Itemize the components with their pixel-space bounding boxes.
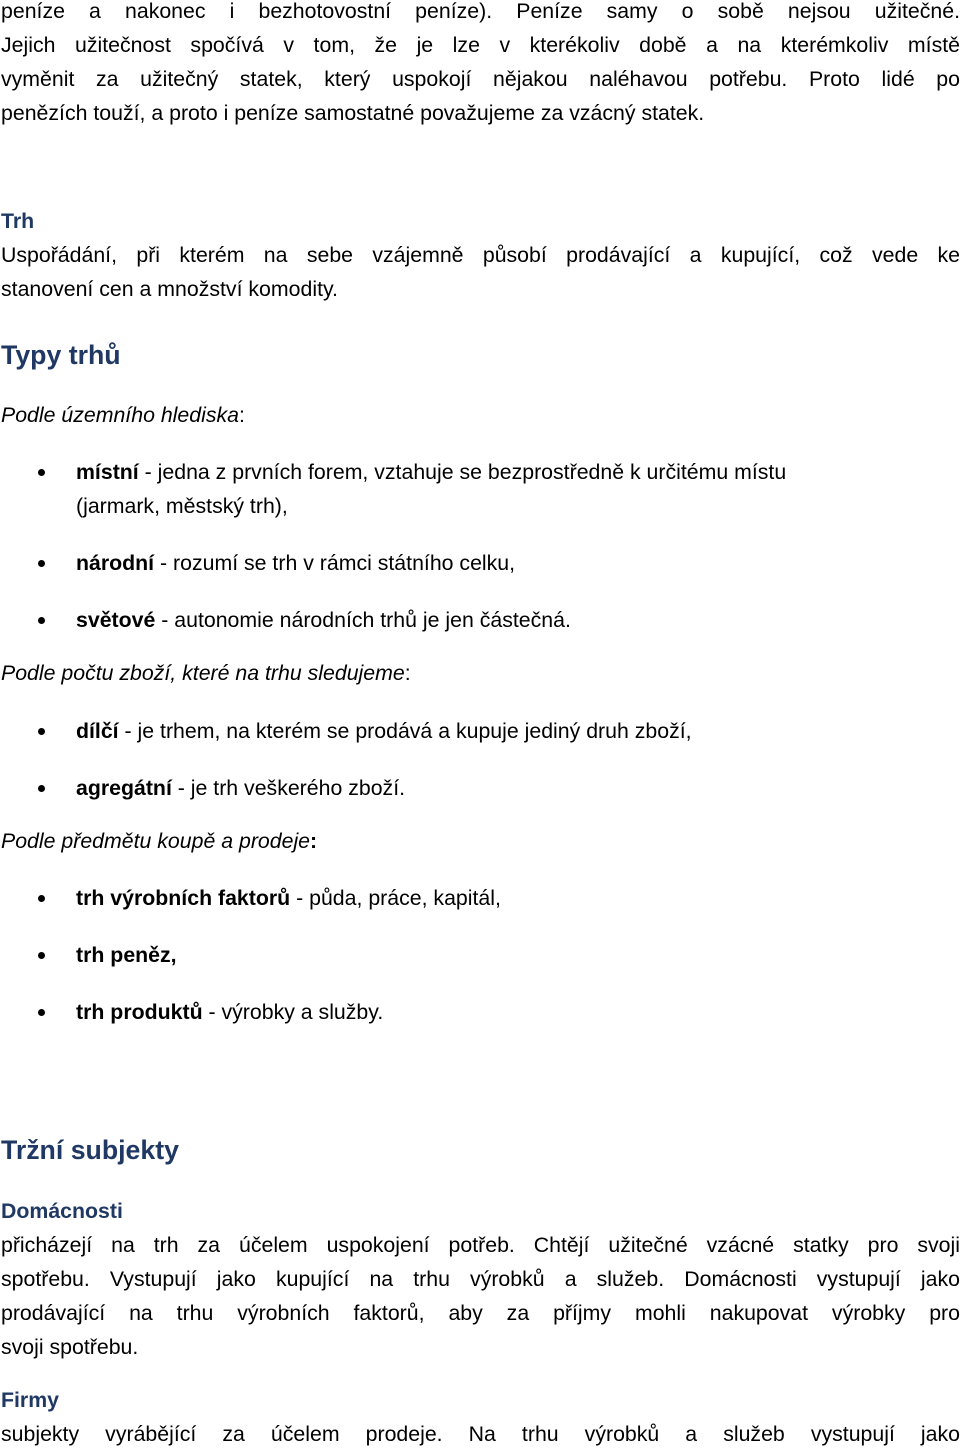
list-item-text: - jedna z prvních forem, vztahuje se bezprostředně k určitému místu [138, 460, 787, 484]
text-line: penězích touží, a proto i peníze samostatné považujeme za vzácný statek. [1, 101, 705, 125]
group-label-text: Podle předmětu koupě a prodeje [1, 829, 311, 853]
text-line: svoji spotřebu. [1, 1335, 139, 1359]
list-item-text: (jarmark, městský trh), [76, 494, 288, 518]
group-label-suffix: : [238, 403, 245, 427]
list-item-term: světové [76, 608, 156, 632]
bullet-icon [38, 785, 45, 792]
section-heading-trzni-subjekty: Tržní subjekty [1, 1135, 179, 1165]
bullet-icon [38, 560, 45, 567]
trh-paragraph [1, 238, 960, 306]
domacnosti-paragraph [1, 1228, 960, 1364]
text-line: peníze a nakonec i bezhotovostní peníze). Peníze samy o sobě nejsou užitečné. [1, 0, 960, 23]
list-item-text: - půda, práce, kapitál, [290, 886, 501, 910]
text-line: Uspořádání, při kterém na sebe vzájemně působí prodávající a kupující, což vede ke [1, 243, 960, 267]
firmy-paragraph [1, 1417, 960, 1448]
subheading-firmy: Firmy [1, 1388, 59, 1412]
bullet-icon [38, 952, 45, 959]
group-label-uzemni [1, 400, 245, 430]
list-item-term: trh peněz, [76, 943, 177, 967]
list-item-term: agregátní [76, 776, 172, 800]
text-line: spotřebu. Vystupují jako kupující na trhu výrobků a služeb. Domácnosti vystupují jako [1, 1267, 960, 1291]
text-line: subjekty vyrábějící za účelem prodeje. Na trhu výrobků a služeb vystupují jako [1, 1422, 960, 1446]
list-item-text: - autonomie národních trhů je jen částečná. [155, 608, 571, 632]
text-line: Jejich užitečnost spočívá v tom, že je lze v kterékoliv době a na kterémkoliv místě [1, 33, 960, 57]
text-line: prodávající na trhu výrobních faktorů, aby za příjmy mohli nakupovat výrobky pro [1, 1301, 960, 1325]
list-item-term: trh produktů [76, 1000, 203, 1024]
text-line: stanovení cen a množství komodity. [1, 277, 338, 301]
bullet-icon [38, 469, 45, 476]
list-item-text: - je trh veškerého zboží. [171, 776, 406, 800]
group-label-text: Podle územního hlediska [1, 403, 239, 427]
section-heading-trh: Trh [1, 209, 35, 233]
text-line: vyměnit za užitečný statek, který uspokojí nějakou naléhavou potřebu. Proto lidé po [1, 67, 960, 91]
group-label-pocet-zbozi [1, 658, 411, 688]
bullet-icon [38, 728, 45, 735]
list-item-text: - je trhem, na kterém se prodává a kupuje jediný druh zboží, [118, 719, 692, 743]
list-item-term: národní [76, 551, 155, 575]
bullet-icon [38, 1009, 45, 1016]
list-item-term: trh výrobních faktorů [76, 886, 291, 910]
list-item-text: - rozumí se trh v rámci státního celku, [154, 551, 516, 575]
intro-paragraph [1, 0, 960, 130]
group-label-suffix: : [404, 661, 411, 685]
group-label-text: Podle počtu zboží, které na trhu sledujeme [1, 661, 405, 685]
group-label-predmet [1, 826, 317, 856]
section-heading-typy-trhu: Typy trhů [1, 340, 121, 370]
list-item-term: místní [76, 460, 139, 484]
bullet-icon [38, 617, 45, 624]
text-line: přicházejí na trh za účelem uspokojení potřeb. Chtějí užitečné vzácné statky pro svoji [1, 1233, 960, 1257]
list-item-text: - výrobky a služby. [202, 1000, 384, 1024]
bullet-icon [38, 895, 45, 902]
list-item-term: dílčí [76, 719, 119, 743]
group-label-suffix: : [310, 829, 318, 853]
subheading-domacnosti: Domácnosti [1, 1199, 123, 1223]
